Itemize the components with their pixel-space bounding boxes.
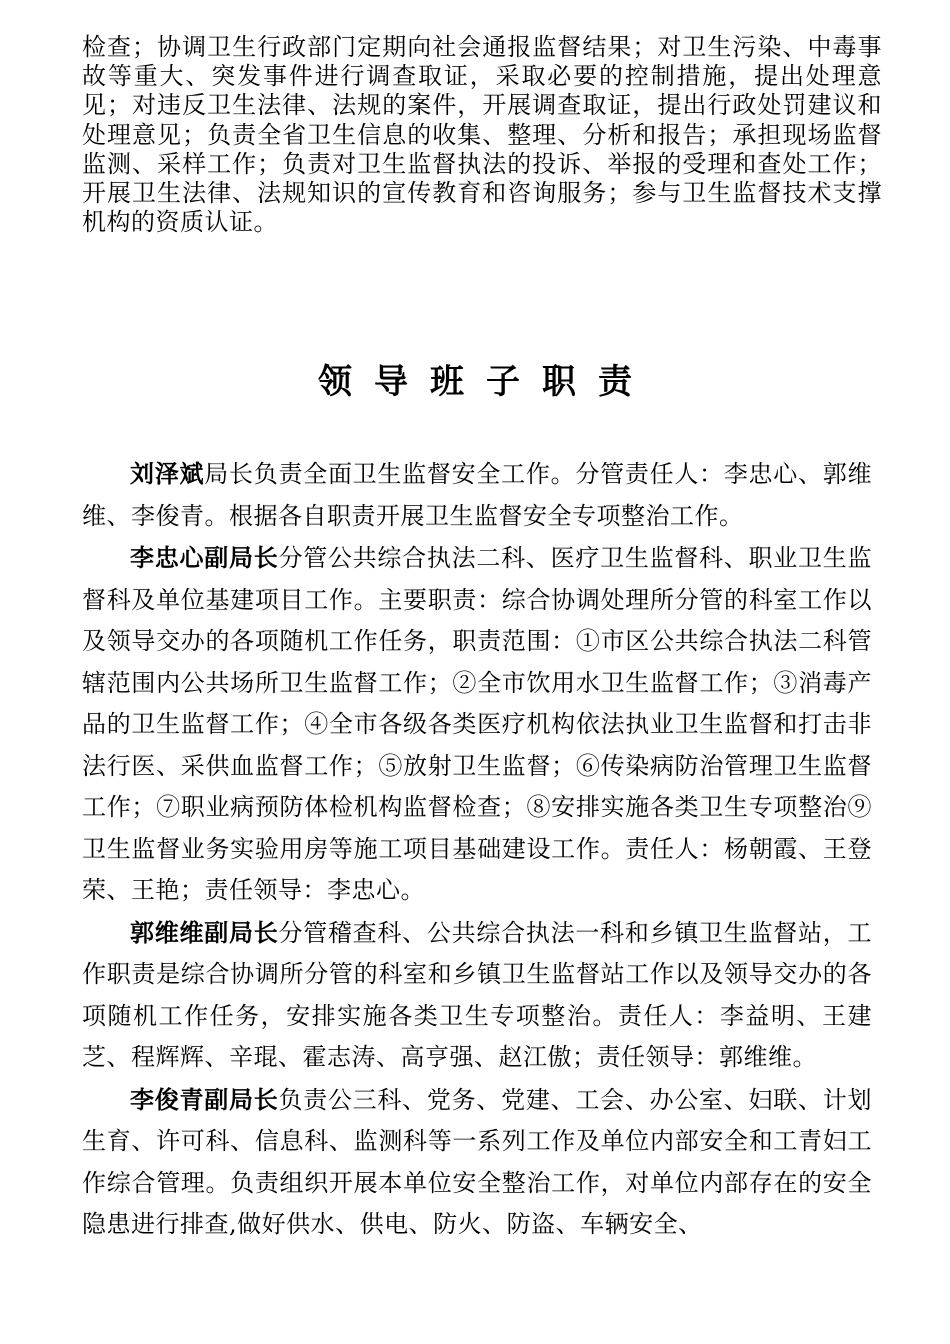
paragraph-text: 负责公三科、党务、党建、工会、办公室、妇联、计划生育、许可科、信息科、监测科等一系列工作及单位内部安全和工青妇工作综合管理。负责组织开展本单位安全整治工作，对单位内部存在的安全隐患进行排查,做好供水、供电、防火、防盗、车辆安全、 [82,1085,873,1238]
person-name: 刘泽斌 [130,459,205,488]
section-title: 领导班子职责 [318,362,654,402]
leadership-duties [82,453,872,1246]
person-name: 李忠心副局长 [130,543,279,572]
paragraph-deputy-3 [82,1079,872,1246]
paragraph-text: 分管公共综合执法二科、医疗卫生监督科、职业卫生监督科及单位基建项目工作。主要职责：综合协调处理所分管的科室工作以及领导交办的各项随机工作任务，职责范围：①市区公共综合执法二科管辖范围内公共场所卫生监督工作；②全市饮用水卫生监督工作；③消毒产品的卫生监督工作；④全市各级各类医疗机构依法执业卫生监督和打击非法行医、采供血监督工作；⑤放射卫生监督；⑥传染病防治管理卫生监督工作；⑦职业病预防体检机构监督检查；⑧安排实施各类卫生专项整治⑨卫生监督业务实验用房等施工项目基础建设工作。责任人：杨朝霞、王登荣、王艳；责任领导：李忠心。 [82,544,873,904]
person-name: 郭维维副局长 [130,917,279,947]
paragraph-director [82,453,872,537]
paragraph-text: 局长负责全面卫生监督安全工作。分管责任人：李忠心、郭维维、李俊青。根据各自职责开展卫生监督安全专项整治工作。 [82,460,873,530]
paragraph-deputy-2 [82,912,872,1079]
paragraph-text: 分管稽查科、公共综合执法一科和乡镇卫生监督站，工作职责是综合协调所分管的科室和乡镇卫生监督站工作以及领导交办的各项随机工作任务，安排实施各类卫生专项整治。责任人：李益明、王建芝、程辉辉、辛琨、霍志涛、高亨强、赵江傲；责任领导：郭维维。 [82,918,873,1071]
person-name: 李俊青副局长 [130,1084,279,1114]
paragraph-deputy-1 [82,537,872,912]
intro-paragraph: 检查；协调卫生行政部门定期向社会通报监督结果；对卫生污染、中毒事故等重大、突发事件进行调查取证，采取必要的控制措施，提出处理意见；对违反卫生法律、法规的案件，开展调查取证，提出行政处罚建议和处理意见；负责全省卫生信息的收集、整理、分析和报告；承担现场监督监测、采样工作；负责对卫生监督执法的投诉、举报的受理和查处工作；开展卫生法律、法规知识的宣传教育和咨询服务；参与卫生监督技术支撑机构的资质认证。 [82,33,882,237]
